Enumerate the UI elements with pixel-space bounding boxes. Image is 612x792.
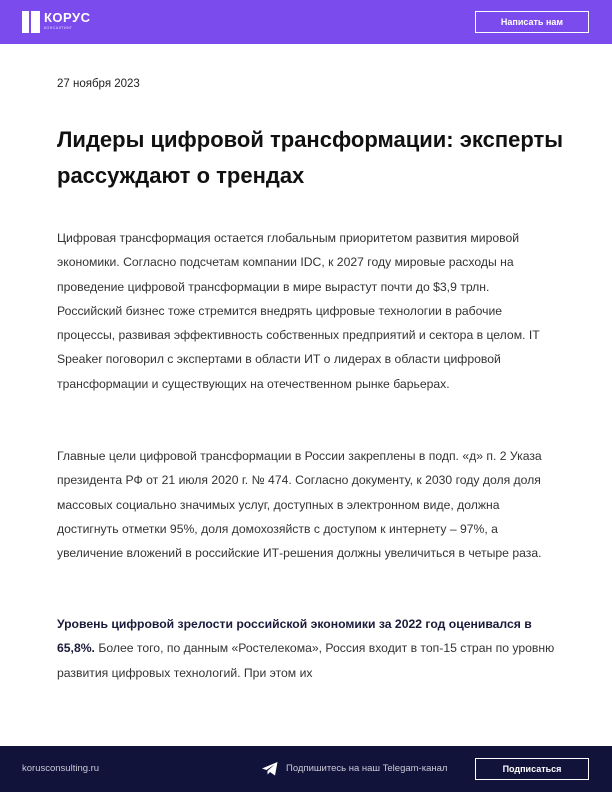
telegram-subscribe-text[interactable]: Подпишитесь на наш Telegam-канал <box>286 763 448 774</box>
logo-name: КОРУС <box>44 10 91 25</box>
header <box>0 0 612 44</box>
article-paragraph <box>57 612 557 685</box>
highlighted-statistic: Уровень цифровой зрелости российской экономики за 2022 год оценивался в 65,8%. <box>57 617 532 656</box>
paragraph-text: Более того, по данным «Ростелекома», Россия входит в топ-15 стран по уровню развития цифровых технологий. При этом их <box>57 641 555 680</box>
site-link[interactable]: korusconsulting.ru <box>22 763 100 774</box>
article-paragraph: Главные цели цифровой трансформации в России закреплены в подп. «д» п. 2 Указа президента РФ от 21 июля 2020 г. № 474. Согласно документу, к 2030 году доля доля массовых социально значимых услуг, доступных в электронном виде, должна достигнуть отметки 95%, доля домохозяйств с доступом к интернету – 97%, а увеличение вложений в российские ИТ-решения должны увеличиться в четыре раза. <box>57 449 542 561</box>
logo[interactable] <box>22 11 91 33</box>
logo-subtitle: КОНСАЛТИНГ <box>44 26 73 30</box>
write-us-button[interactable]: Написать нам <box>475 11 589 33</box>
logo-mark-icon <box>22 11 40 33</box>
footer <box>0 746 612 792</box>
article-date: 27 ноября 2023 <box>57 78 140 90</box>
subscribe-button[interactable]: Подписаться <box>475 758 589 780</box>
article-paragraph: Цифровая трансформация остается глобальным приоритетом развития мировой экономики. Согласно подсчетам компании IDC, к 2027 году мировые расходы на проведение цифровой трансформации в мире вырастут почти до $3,9 трлн. Российский бизнес тоже стремится внедрять цифровые технологии в рабочие процессы, развивая эффективность собственных предприятий и сектора в целом. IT Speaker поговорил с экспертами в области ИТ о лидерах в области цифровой трансформации и существующих на отечественном рынке барьерах. <box>57 231 540 391</box>
article-title: Лидеры цифровой трансформации: эксперты рассуждают о трендах <box>57 127 564 188</box>
telegram-icon[interactable] <box>262 762 278 776</box>
